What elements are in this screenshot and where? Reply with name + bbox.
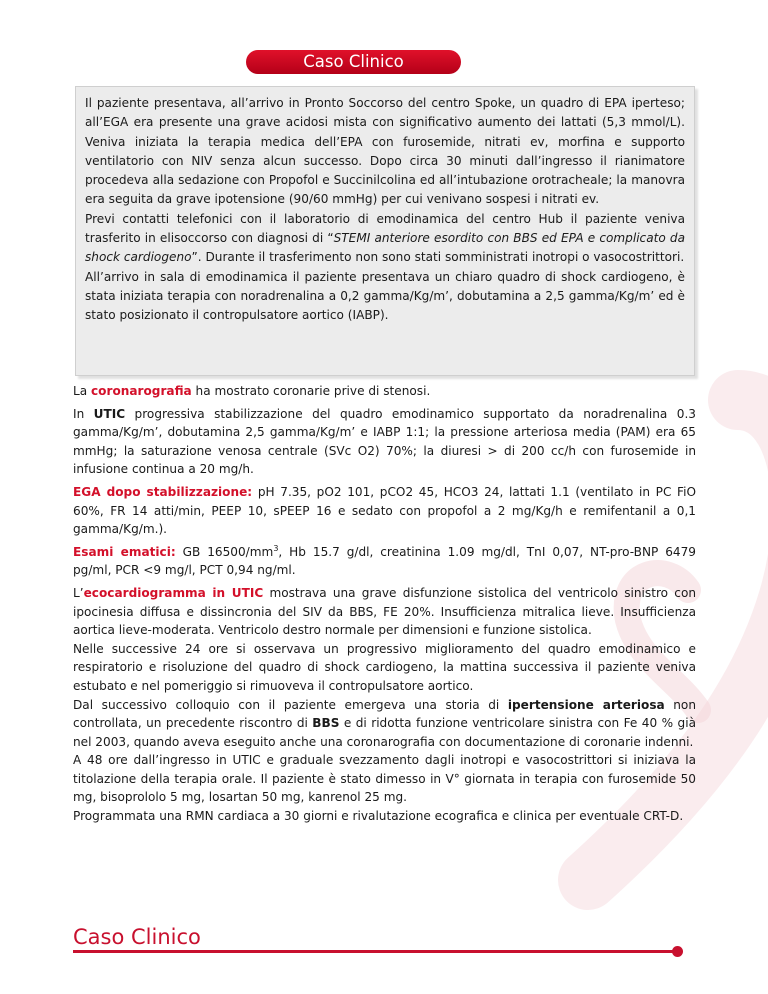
paragraph-coronarografia: La coronarografia ha mostrato coronarie prive di stenosi. — [73, 384, 431, 398]
paragraph-ega: EGA dopo stabilizzazione: pH 7.35, pO2 101, pCO2 45, HCO3 24, lattati 1.1 (ventilato in PC FiO 60%, FR 14 atti/min, PEEP 10, sPEEP 16 e sedato con propofol a 2 mg/Kg/h e remifentanil a 0,1 gamma/Kg/m.). — [73, 484, 697, 537]
diagnosis-text: STEMI anteriore esordito con BBS ed EPA e complicato da shock cardiogeno — [85, 231, 685, 265]
paragraph-utic: In UTIC progressiva stabilizzazione del quadro emodinamico supportato da noradrenalina 0.3 gamma/Kg/m’, dobutamina 2,5 gamma/Kg/m’ e IABP 1:1; la pressione arteriosa media (PAM) era 65 mmHg; la saturazione venosa centrale (SVc O2) 70%; la diuresi > di 200 cc/h con furosemide in infusione continua a 20 mg/h. — [73, 406, 697, 477]
footer-dot-icon — [672, 946, 683, 957]
paragraph-24-ore: Nelle successive 24 ore si osservava un progressivo miglioramento del quadro emodinamico e respiratorio e risoluzione del quadro di shock cardiogeno, la mattina successiva il paziente veniva estubato e nel pomeriggio si rimuoveva il contropulsatore aortico. — [73, 641, 696, 693]
box-paragraph-1: Il paziente presentava, all’arrivo in Pronto Soccorso del centro Spoke, un quadro di EPA iperteso; all’EGA era presente una grave acidosi mista con significativo aumento dei lattati (5,3 mmol/L). Veniva iniziata la terapia medica dell’EPA con furosemide, nitrati ev, morfina e supporto ventilatorio con NIV senza alcun successo. Dopo circa 30 minuti dall’ingresso il rianimatore procedeva alla sedazione con Propofol e Succinilcolina ed all’intubazione orotracheale; la manovra era seguita da grave ipotensione (90/60 mmHg) per cui venivano sospesi i nitrati ev. — [85, 96, 685, 207]
summary-box — [75, 86, 695, 376]
paragraph-storia: Dal successivo colloquio con il paziente emergeva una storia di ipertensione arteriosa non controllata, un precedente riscontro di BBS e di ridotta funzione ventricolare sinistra con Fe 40 % già nel 2003, quando aveva eseguito anche una coronarografia con documentazione di coronarie indenni. — [73, 697, 697, 749]
box-paragraph-3: All’arrivo in sala di emodinamica il paziente presentava un chiaro quadro di shock cardiogeno, è stata iniziata terapia con noradrenalina a 0,2 gamma/Kg/m’, dobutamina a 2,5 gamma/Kg/m’ ed è stato posizionato il contropulsatore aortico (IABP). — [85, 269, 685, 323]
footer-title: Caso Clinico — [73, 925, 201, 949]
paragraph-ecocardiogramma: L’ecocardiogramma in UTIC mostrava una grave disfunzione sistolica del ventricolo sinistro con ipocinesia diffusa e dissincronia del SIV da BBS, FE 20%. Insufficienza mitralica lieve. Insufficienza aortica lieve-moderata. Ventricolo destro normale per dimensioni e funzione sistolica. — [73, 585, 697, 638]
page-title: Caso Clinico — [246, 50, 461, 74]
footer-divider — [73, 950, 675, 953]
label-ega: EGA dopo stabilizzazione: — [73, 484, 253, 499]
paragraph-esami: Esami ematici: GB $16500/mm^3$, Hb 15.7 g/dl, creatinina 1.09 mg/dl, TnI 0,07, NT-pro-BNP 6479 pg/ml, PCR <9 mg/l, PCT 0,94 ng/ml. — [73, 543, 696, 578]
label-coronarografia: coronarografia — [91, 384, 192, 398]
paragraph-rmn: Programmata una RMN cardiaca a 30 giorni e rivalutazione ecografica e clinica per eventuale CRT-D. — [73, 809, 684, 824]
label-esami: Esami ematici: — [73, 544, 176, 559]
box-paragraph-2: Previ contatti telefonici con il laboratorio di emodinamica del centro Hub il paziente veniva trasferito in elisoccorso con diagnosi di “STEMI anteriore esordito con BBS ed EPA e complicato da shock cardiogeno”. Durante il trasferimento non sono stati somministrati inotropi o vasocostrittori. — [85, 211, 685, 265]
label-ipertensione: ipertensione arteriosa — [507, 697, 665, 712]
main-text — [73, 382, 696, 826]
paragraph-48-ore: A 48 ore dall’ingresso in UTIC e graduale svezzamento dagli inotropi e vasocostrittori si iniziava la titolazione della terapia orale. Il paziente è stato dimesso in V° giornata in terapia con furosemide 50 mg, bisoprololo 5 mg, losartan 50 mg, kanrenol 25 mg. — [73, 753, 696, 805]
label-ecocardiogramma: ecocardiogramma in UTIC — [83, 585, 264, 600]
label-bbs: BBS — [312, 716, 340, 731]
label-utic: UTIC — [93, 406, 126, 421]
